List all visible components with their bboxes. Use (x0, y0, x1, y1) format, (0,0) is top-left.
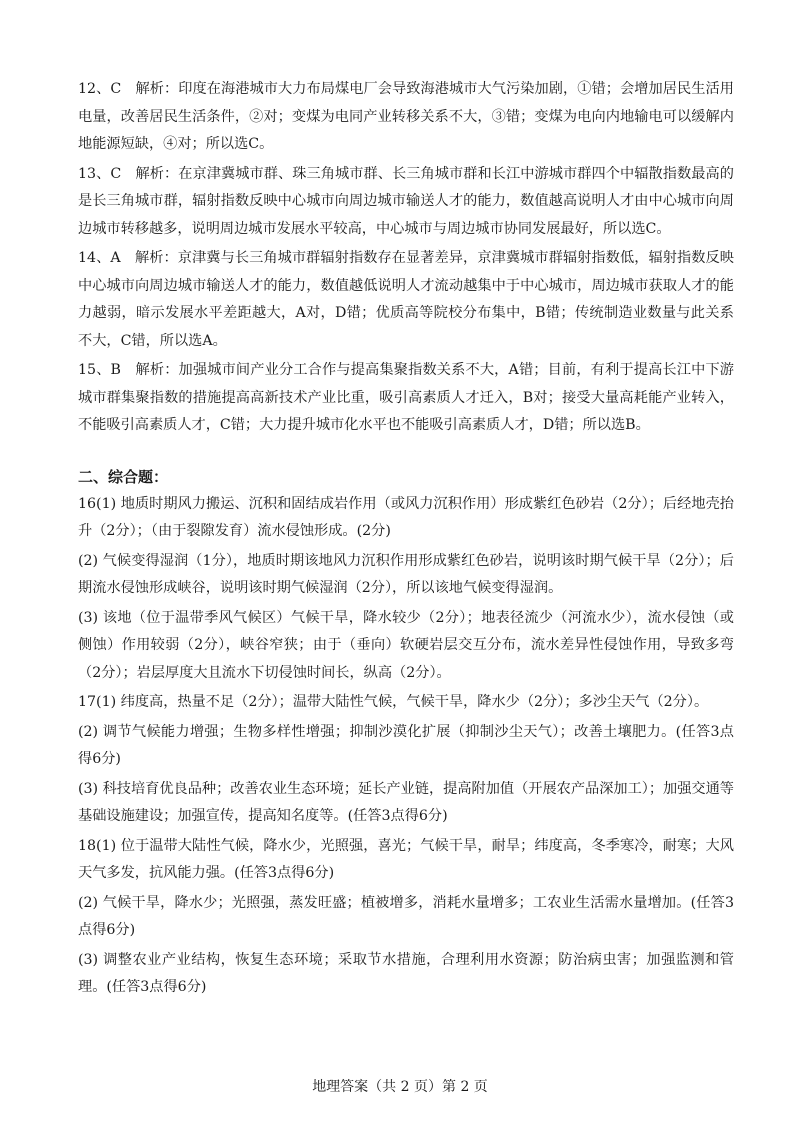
page-footer: 地理答案（共 2 页）第 2 页 (312, 1079, 488, 1095)
comprehensive-answers (78, 491, 734, 1002)
answer-18-3: (3) 调整农业产业结构，恢复生态环境；采取节水措施，合理利用水资源；防治病虫害；加强监测和管理。(任答3点得6分) (78, 951, 734, 995)
answer-16-3: (3) 该地（位于温带季风气候区）气候干旱，降水较少（2分）；地表径流少（河流水少），流水侵蚀（或侧蚀）作用较弱（2分），峡谷窄狭；由于（垂向）软硬岩层交互分布，流水差异性侵蚀作用，导致多弯（2分）；岩层厚度大且流水下切侵蚀时间长，纵高（2分）。 (78, 609, 734, 681)
section-title: 二、综合题： (78, 467, 169, 486)
answer-13: 13、C 解析：在京津冀城市群、珠三角城市群、长三角城市群和长江中游城市群四个中辐散指数最高的是长三角城市群，辐射指数反映中心城市向周边城市输送人才的能力，数值越高说明人才由中心城市向周边城市转移越多，说明周边城市发展水平较高，中心城市与周边城市协同发展最好，所以选C。 (78, 165, 734, 237)
mc-answers (78, 76, 734, 440)
answer-17-1: 17(1) 纬度高，热量不足（2分）；温带大陆性气候，气候干旱，降水少（2分）；多沙尘天气（2分）。 (78, 694, 709, 710)
answer-16-2: (2) 气候变得湿润（1分），地质时期该地风力沉积作用形成紫红色砂岩，说明该时期气候干旱（2分）；后期流水侵蚀形成峡谷，说明该时期气候湿润（2分），所以该地气候变得湿润。 (78, 552, 734, 596)
answer-18-2: (2) 气候干旱，降水少；光照强，蒸发旺盛；植被增多，消耗水量增多；工农业生活需水量增加。(任答3点得6分) (78, 894, 734, 938)
answer-12: 12、C 解析：印度在海港城市大力布局煤电厂会导致海港城市大气污染加剧，①错；会增加居民生活用电量，改善居民生活条件，②对；变煤为电同产业转移关系不大，③错；变煤为电向内地输电可以缓解内地能源短缺，④对；所以选C。 (78, 81, 734, 152)
answer-18-1: 18(1) 位于温带大陆性气候，降水少，光照强，喜光；气候干旱，耐旱；纬度高，冬季寒冷，耐寒；大风天气多发，抗风能力强。(任答3点得6分) (78, 837, 734, 881)
answer-14: 14、A 解析：京津冀与长三角城市群辐射指数存在显著差异，京津冀城市群辐射指数低，辐射指数反映中心城市向周边城市输送人才的能力，数值越低说明人才流动越集中于中心城市，周边城市获取人才的能力越弱，暗示发展水平差距越大，A对，D错；优质高等院校分布集中，B错；传统制造业数量与此关系不大，C错，所以选A。 (78, 250, 734, 349)
answer-16-1: 16(1) 地质时期风力搬运、沉积和固结成岩作用（或风力沉积作用）形成紫红色砂岩（2分）；后经地壳抬升（2分）；（由于裂隙发育）流水侵蚀形成。(2分) (78, 495, 734, 539)
answer-17-2: (2) 调节气候能力增强；生物多样性增强；抑制沙漠化扩展（抑制沙尘天气）；改善土壤肥力。(任答3点得6分) (78, 723, 734, 767)
answer-15: 15、B 解析：加强城市间产业分工合作与提高集聚指数关系不大，A错；目前，有利于提高长江中下游城市群集聚指数的措施提高高新技术产业比重，吸引高素质人才迁入，B对；接受大量高耗能产业转入，不能吸引高素质人才，C错；大力提升城市化水平也不能吸引高素质人才，D错；所以选B。 (78, 362, 734, 433)
answer-17-3: (3) 科技培育优良品种；改善农业生态环境；延长产业链，提高附加值（开展农产品深加工）；加强交通等基础设施建设；加强宣传，提高知名度等。(任答3点得6分) (78, 780, 734, 824)
